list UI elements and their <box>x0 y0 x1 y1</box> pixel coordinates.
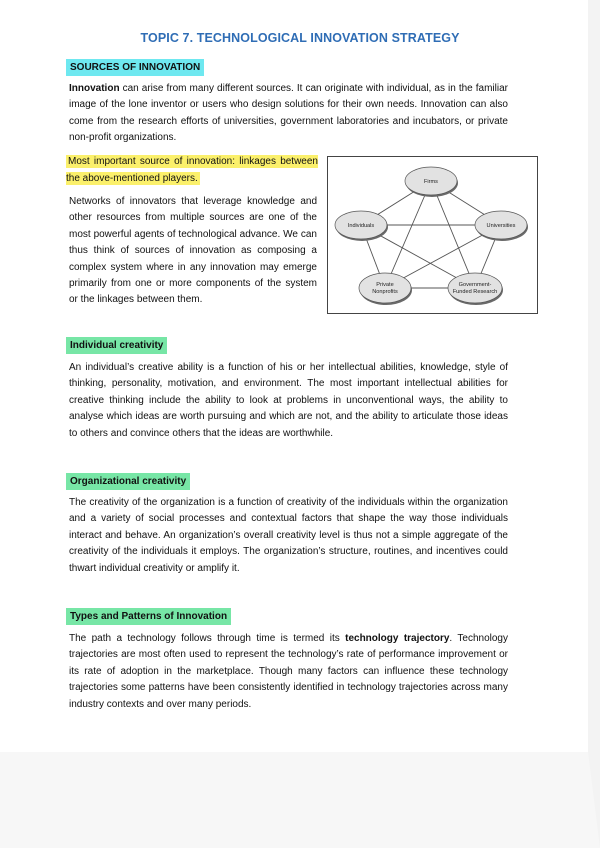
trajectory-text-before: The path a technology follows through time is termed its <box>69 633 346 644</box>
sources-intro-text: can arise from many different sources. It can originate with individual, as in the familiar image of the lone inventor or users who design solutions for their own needs. Innovation can also come from the research efforts of universities, government laboratories and incubators, or private non-profit organizations. <box>69 83 508 144</box>
node-universities <box>475 211 528 241</box>
sources-heading: SOURCES OF INNOVATION <box>66 59 204 76</box>
trajectory-text-after: . Technology trajectories are most often used to represent the technology’s rate of performance improvement or its rate of adoption in the marketplace. Though many factors can influence these technology trajectories some patterns have been consistently identified in technology trajectories across many industry contexts and over many periods. <box>69 633 508 710</box>
node-firms <box>405 167 458 197</box>
networks-paragraph: Networks of innovators that leverage knowledge and other resources from multiple sources are one of the most powerful agents of technological advance. We can thus think of sources of innovation as composing a complex system where in any innovation may emerge primarily from one or more components of the system or the linkages between them. <box>69 196 317 306</box>
link-firms-private <box>385 181 431 288</box>
page-title: TOPIC 7. TECHNOLOGICAL INNOVATION STRATEGY <box>140 31 460 45</box>
sources-intro <box>69 81 508 147</box>
organizational-creativity-heading: Organizational creativity <box>66 473 190 490</box>
technology-trajectory-term: technology trajectory <box>345 633 450 644</box>
node-individuals-label: Individuals <box>347 223 375 229</box>
types-patterns-paragraph <box>69 631 508 713</box>
organizational-creativity-paragraph: The creativity of the organization is a function of creativity of the individuals within the organization and a variety of social processes and contextual factors that shape the way those individuals interact and behave. An organization’s overall creativity level is thus not a simple aggregate of the creativity of the individuals it employs. The organization’s structure, routines, and incentives could thwart individual creativity or amplify it. <box>69 497 508 574</box>
node-private-label-1: Private <box>376 282 394 288</box>
node-private-label-2: Nonprofits <box>372 289 398 295</box>
link-firms-government <box>431 181 475 288</box>
node-government-label-2: Funded Research <box>452 289 498 295</box>
key-source-highlight: Most important source of innovation: linkages between the above-mentioned players. <box>66 156 318 184</box>
node-universities-label: Universities <box>486 223 516 229</box>
node-government-research <box>448 273 503 305</box>
node-individuals <box>335 211 388 241</box>
node-government-label-1: Government- <box>458 282 492 288</box>
innovation-term: Innovation <box>69 83 120 94</box>
individual-creativity-heading: Individual creativity <box>66 337 167 354</box>
innovation-network-diagram <box>327 156 538 314</box>
individual-creativity-paragraph: An individual’s creative ability is a function of his or her intellectual abilities, knowledge, style of thinking, personality, motivation, and environment. The most important intellectual abilities for creative thinking include the ability to look at problems in unconventional ways, the ability to analyse which ideas are worth pursuing and which are not, and the ability to articulate those ideas to others and convince others that the ideas are worthwhile. <box>69 362 508 439</box>
node-private-nonprofits <box>359 273 412 305</box>
types-patterns-heading: Types and Patterns of Innovation <box>66 608 231 625</box>
key-source-callout <box>66 153 318 187</box>
node-firms-label: Firms <box>424 179 438 185</box>
network-svg <box>328 157 537 313</box>
